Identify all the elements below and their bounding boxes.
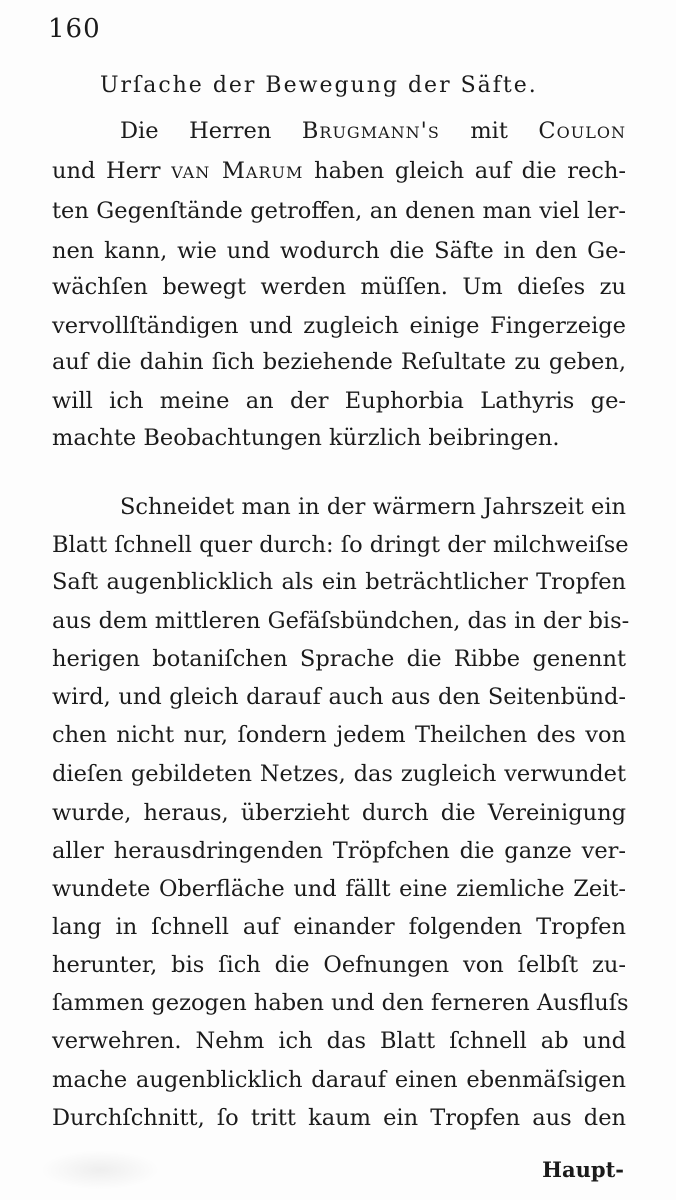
paragraph-2-line: wurde, heraus, überzieht durch die Vereinigung — [52, 800, 626, 826]
person-name: van Marum — [171, 158, 304, 184]
paragraph-1-line: wächſen bewegt werden müſſen. Um dieſes zu — [52, 274, 626, 300]
paragraph-1-line: nen kann, wie und wodurch die Säfte in den Ge- — [52, 238, 626, 264]
paragraph-2-line: wundete Oberfläche und fällt eine ziemliche Zeit- — [52, 876, 626, 902]
paragraph-2-line: mache augenblicklich darauf einen ebenmäſsigen — [52, 1067, 626, 1093]
paragraph-2-line: herunter, bis ſich die Oefnungen von ſelbſt zu- — [52, 952, 626, 978]
paragraph-2-line: dieſen gebildeten Netzes, das zugleich verwundet — [52, 761, 626, 787]
paragraph-1-line: machte Beobachtungen kürzlich beibringen. — [52, 425, 560, 451]
paragraph-2-line: herigen botaniſchen Sprache die Ribbe genennt — [52, 646, 626, 672]
text-fragment: haben gleich auf die rech- — [303, 158, 627, 184]
catchword: Haupt- — [542, 1157, 624, 1182]
paragraph-2-line: ſammen gezogen haben und den ferneren Ausfluſs — [52, 990, 629, 1016]
paragraph-2-line: chen nicht nur, ſondern jedem Theilchen des von — [52, 722, 626, 748]
running-heading: Urſache der Bewegung der Säfte. — [100, 73, 538, 98]
paragraph-2-line: Durchſchnitt, ſo tritt kaum ein Tropfen aus den — [52, 1105, 626, 1131]
paragraph-1-line: auf die dahin ſich beziehende Reſultate zu geben, — [52, 349, 626, 375]
paragraph-2-line: wird, und gleich darauf auch aus den Seitenbünd- — [52, 684, 626, 710]
page-number: 160 — [48, 14, 101, 44]
paragraph-1-line: will ich meine an der Euphorbia Lathyris ge- — [52, 388, 626, 414]
text-fragment: mit — [439, 118, 539, 144]
person-name: Coulon — [538, 118, 626, 144]
paragraph-1-line — [120, 116, 626, 146]
paragraph-2-line: aus dem mittleren Gefäſsbündchen, das in der bis- — [52, 608, 630, 634]
paragraph-2-line: verwehren. Nehm ich das Blatt ſchnell ab und — [52, 1028, 626, 1054]
ink-bleed-through — [40, 1150, 160, 1190]
text-fragment: und Herr — [52, 158, 172, 184]
paragraph-2-line: lang in ſchnell auf einander folgenden Tropfen — [52, 914, 626, 940]
paragraph-1-line: vervollſtändigen und zugleich einige Fingerzeige — [52, 313, 626, 339]
paragraph-2-line: Blatt ſchnell quer durch: ſo dringt der milchweiſse — [52, 532, 629, 558]
paragraph-2-line: Schneidet man in der wärmern Jahrszeit ein — [120, 494, 626, 520]
paragraph-2-line: Saft augenblicklich als ein beträchtlicher Tropfen — [52, 569, 626, 595]
paragraph-1-line: ten Gegenſtände getroffen, an denen man viel ler- — [52, 198, 626, 224]
person-name: Brugmann's — [301, 118, 440, 144]
paragraph-2-line: aller herausdringenden Tröpfchen die ganze ver- — [52, 838, 626, 864]
paragraph-1-line — [52, 156, 626, 186]
text-fragment: Die Herren — [120, 118, 302, 144]
